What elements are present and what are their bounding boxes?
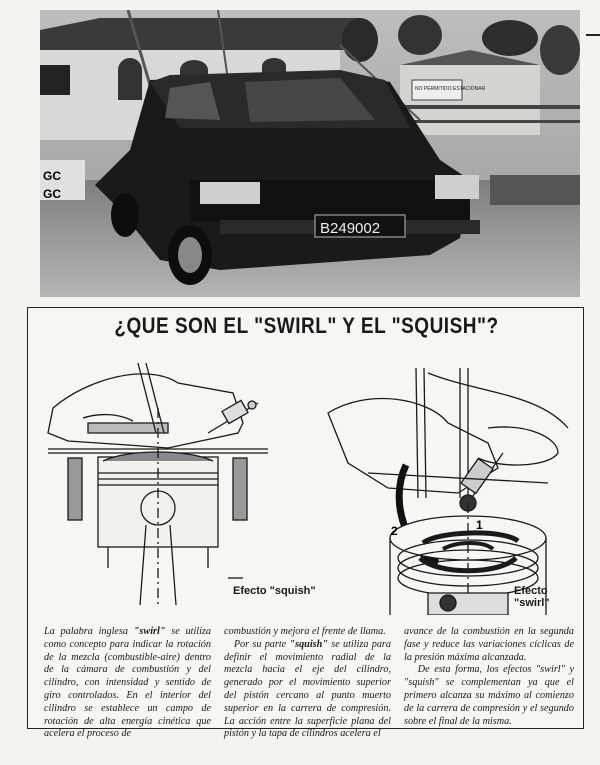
car-photo <box>40 10 580 297</box>
caption-squish: Efecto "squish" <box>233 585 316 597</box>
engine-diagram <box>28 353 585 615</box>
gc-sign: GC <box>43 169 61 183</box>
info-box <box>27 307 584 740</box>
col3-text-a: avance de la combustión en la segunda fase y reduce las variaciones cíclicas de la presión máxima alcanzada. <box>404 626 574 663</box>
col2-text-a: combustión y mejora el frente de llama. <box>224 626 386 637</box>
column-3 <box>404 626 574 728</box>
label-two: 2 <box>391 524 398 538</box>
page-edge-mark <box>586 34 600 36</box>
col2-text-b: Por su parte <box>233 638 290 650</box>
term-squish: "squish" <box>289 638 328 650</box>
caption-swirl: Efecto "swirl" <box>514 585 550 609</box>
panel-title: ¿QUE SON EL "SWIRL" Y EL "SQUISH"? <box>114 314 499 339</box>
column-2 <box>224 626 391 741</box>
term-swirl: "swirl" <box>133 626 166 637</box>
col2-text-c: se utiliza para definir el movimiento radial de la mezcla hacia el eje del cilindro, generado por el movimiento superior del pistón cercano al punto muerto superior en la carrera de compresión. La acción entre la superficie plana del pistón y la tapa de cilindros acelera el <box>224 638 391 740</box>
license-plate: B249002 <box>320 220 381 237</box>
label-one: 1 <box>476 518 483 532</box>
col3-text-b: De esta forma, los efectos "swirl" y "squish" se complementan ya que el primero alcanza su máximo al comienzo de la carrera de compresión y el segundo sobre el final de la misma. <box>404 664 575 727</box>
column-1 <box>44 626 211 741</box>
gc-sign-2: GC <box>43 187 61 201</box>
sign-text: NO PERMITIDO ESTACIONAR <box>415 86 486 92</box>
col1-text-a: La palabra inglesa <box>44 626 134 637</box>
col1-text-b: se utiliza como concepto para indicar la rotación de la mezcla (combustible-aire) dentro de la cámara de combustión y del cilindro, con intensidad y sentido de giro controlados. En el interior del cilindro se establece un campo de rotación de alta energía cinética que acelera el proceso de <box>44 626 211 740</box>
